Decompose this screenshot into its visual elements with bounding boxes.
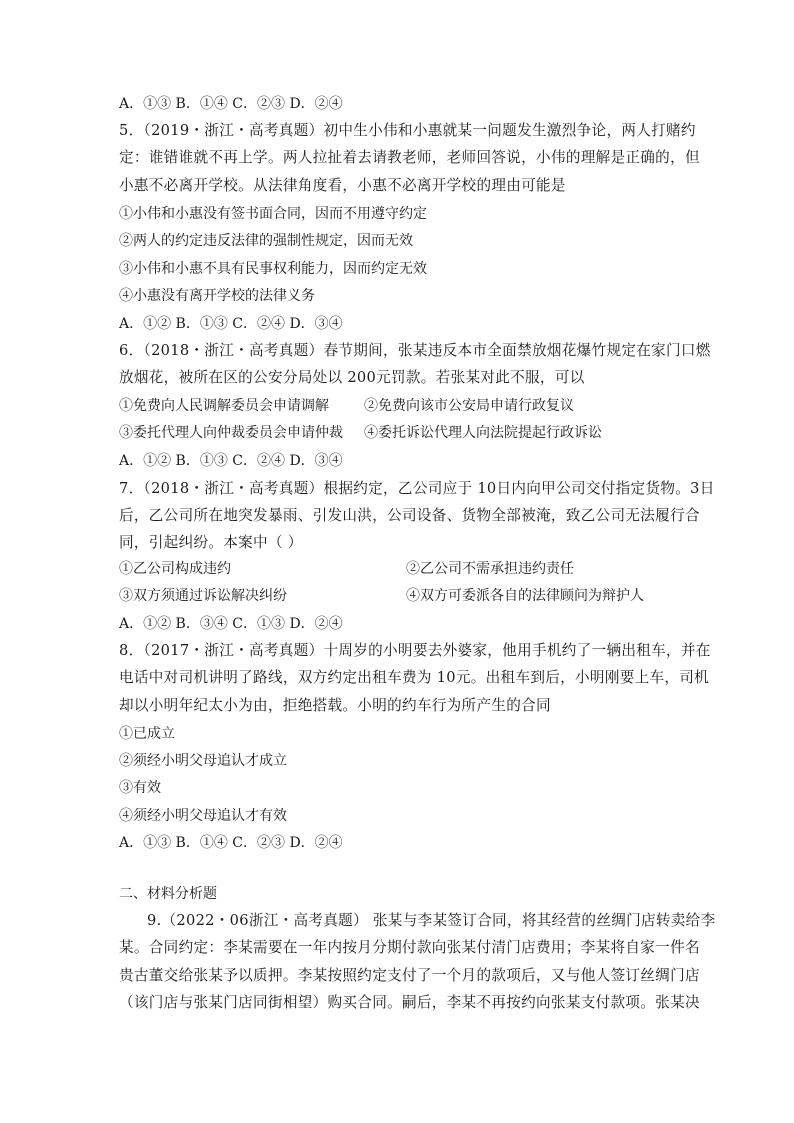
q7-option: ④双方可委派各自的法律顾问为辩护人 [406, 588, 644, 604]
q8-option: ②须经小明父母追认才成立 [119, 753, 287, 769]
q7-stem-line: 同，引起纠纷。本案中（ ） [119, 534, 303, 551]
q6-stem-line: 6．（2018・浙江・高考真题）春节期间，张某违反本市全面禁放烟花爆竹规定在家门口燃 [119, 342, 711, 359]
q5-stem-line: 5．（2019・浙江・高考真题）初中生小伟和小惠就某一问题发生激烈争论，两人打赌约 [119, 122, 696, 139]
q5-option: ①小伟和小惠没有签书面合同，因而不用遵守约定 [119, 206, 427, 222]
q6-option: ①免费向人民调解委员会申请调解 [119, 398, 329, 414]
q8-stem-line: 8．（2017・浙江・高考真题）十周岁的小明要去外婆家，他用手机约了一辆出租车，并在 [119, 642, 711, 659]
q5-option: ④小惠没有离开学校的法律义务 [119, 288, 315, 304]
q6-option: ③委托代理人向仲裁委员会申请仲裁 [119, 425, 343, 441]
q9-stem-line: （该门店与张某门店同街相望）购买合同。嗣后，李某不再按约向张某支付款项。张某决 [119, 994, 700, 1011]
q4-answer-options: A．①③ B．①④ C．②③ D．②④ [119, 96, 343, 112]
q7-stem-line: 7．（2018・浙江・高考真题）根据约定，乙公司应于 10日内向甲公司交付指定货物。3日 [119, 480, 715, 497]
q9-stem-line: 某。合同约定：李某需要在一年内按月分期付款向张某付清门店费用；李某将自家一件名 [119, 939, 700, 956]
q6-answer-options: A．①② B．①③ C．②④ D．③④ [119, 453, 343, 469]
q8-stem-line: 却以小明年纪太小为由，拒绝搭载。小明的约车行为所产生的合同 [119, 697, 551, 714]
q7-answer-options: A．①② B．③④ C．①③ D．②④ [119, 616, 343, 632]
q8-option: ①已成立 [119, 726, 175, 742]
q5-stem-line: 小惠不必离开学校。从法律角度看，小惠不必离开学校的理由可能是 [119, 177, 566, 194]
q6-stem-line: 放烟花，被所在区的公安分局处以 200元罚款。若张某对此不服，可以 [119, 369, 585, 386]
q7-option: ②乙公司不需承担违约责任 [406, 561, 574, 577]
q5-answer-options: A．①② B．①③ C．②④ D．③④ [119, 316, 343, 332]
q6-option: ④委托诉讼代理人向法院提起行政诉讼 [364, 425, 602, 441]
q8-option: ③有效 [119, 780, 161, 796]
section-heading: 二、材料分析题 [119, 886, 217, 902]
q8-stem-line: 电话中对司机讲明了路线，双方约定出租车费为 10元。出租车到后，小明刚要上车，司机 [119, 669, 710, 686]
q6-option: ②免费向该市公安局申请行政复议 [364, 398, 574, 414]
q8-answer-options: A．①③ B．①④ C．②③ D．②④ [119, 835, 343, 851]
q5-option: ③小伟和小惠不具有民事权利能力，因而约定无效 [119, 261, 427, 277]
q5-stem-line: 定：谁错谁就不再上学。两人拉扯着去请教老师，老师回答说，小伟的理解是正确的，但 [119, 149, 700, 166]
q9-stem-line: 贵古董交给张某予以质押。李某按照约定支付了一个月的款项后，又与他人签订丝绸门店 [119, 967, 700, 984]
q5-option: ②两人的约定违反法律的强制性规定，因而无效 [119, 233, 413, 249]
q7-option: ①乙公司构成违约 [119, 561, 231, 577]
q7-stem-line: 后，乙公司所在地突发暴雨、引发山洪，公司设备、货物全部被淹，致乙公司无法履行合 [119, 507, 700, 524]
q7-option: ③双方须通过诉讼解决纠纷 [119, 588, 287, 604]
q9-stem-line: 9.（2022・06浙江・高考真题） 张某与李某签订合同，将其经营的丝绸门店转卖给李 [147, 912, 716, 929]
q8-option: ④须经小明父母追认才有效 [119, 808, 287, 824]
